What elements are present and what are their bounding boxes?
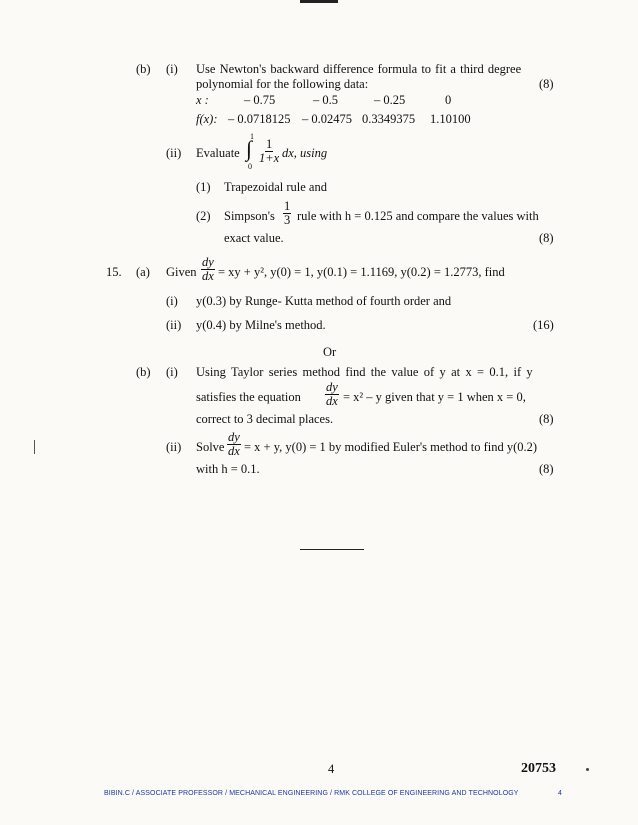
fx-value-1: – 0.0718125 — [228, 112, 291, 126]
method-2-line2: exact value. — [224, 231, 284, 245]
q15a-label: (a) — [136, 265, 150, 279]
q15b-i-label: (i) — [166, 365, 178, 379]
q15b-i-line2-post: = x² – y given that y = 1 when x = 0, — [343, 390, 526, 404]
one-third-fraction — [283, 200, 291, 226]
dydx-b2-den: dx — [228, 443, 240, 458]
q15b-ii-label: (ii) — [166, 440, 182, 454]
q15b-i-line2-pre: satisfies the equation — [196, 390, 301, 404]
x-value-4: 0 — [445, 93, 452, 107]
q15a-ii-text: y(0.4) by Milne's method. — [196, 318, 326, 332]
method-2-post: rule with h = 0.125 and compare the values with — [297, 209, 539, 223]
integrand-fraction — [258, 138, 280, 164]
q15a-ii-label: (ii) — [166, 318, 182, 332]
x-value-3: – 0.25 — [374, 93, 406, 107]
dydx-fraction-b2 — [227, 431, 241, 457]
scan-speck — [34, 440, 35, 454]
method-1-number: (1) — [196, 180, 211, 194]
q15a-i-text: y(0.3) by Runge- Kutta method of fourth order and — [196, 294, 452, 308]
method-2-number: (2) — [196, 209, 211, 223]
x-row-label: x : — [196, 93, 209, 107]
footer-page-number: 4 — [558, 790, 562, 797]
q15b-i-line3: correct to 3 decimal places. — [196, 412, 334, 426]
q15a-marks: (16) — [533, 318, 554, 332]
footer-credit: BIBIN.C / ASSOCIATE PROFESSOR / MECHANICAL ENGINEERING / RMK COLLEGE OF ENGINEERING AND TECHNOLOGY — [104, 790, 519, 797]
page-number: 4 — [328, 762, 335, 776]
q15b-ii-post: = x + y, y(0) = 1 by modified Euler's method to find y(0.2) — [244, 440, 538, 454]
dydx-fraction-a — [201, 256, 215, 282]
evaluate-word: Evaluate — [196, 146, 240, 160]
end-of-paper-rule — [300, 549, 364, 550]
fx-value-3: 0.3349375 — [362, 112, 416, 126]
integral-lower-limit: 0 — [248, 162, 252, 171]
dydx-a-num: dy — [202, 255, 214, 269]
or-separator: Or — [323, 345, 337, 359]
dydx-fraction-b1 — [325, 381, 339, 407]
solve-word: Solve — [196, 440, 225, 454]
q15a-i-label: (i) — [166, 294, 178, 308]
q14b-i-marks: (8) — [539, 77, 554, 91]
q14b-i-line1: Use Newton's backward difference formula to fit a third degree — [196, 62, 522, 76]
scan-speck — [586, 768, 589, 771]
q15b-ii-marks: (8) — [539, 462, 554, 476]
fx-value-4: 1.10100 — [430, 112, 471, 126]
q14b-i-line2: polynomial for the following data: — [196, 77, 369, 91]
dydx-b1-num: dy — [326, 380, 338, 394]
q15b-i-marks: (8) — [539, 412, 554, 426]
q14b-i-label: (i) — [166, 62, 178, 76]
dydx-b1-den: dx — [326, 393, 338, 408]
q14b-ii-label: (ii) — [166, 146, 182, 160]
fx-value-2: – 0.02475 — [302, 112, 352, 126]
one-third-numerator: 1 — [284, 199, 291, 213]
given-word: Given — [166, 265, 197, 279]
fx-row-label: f(x): — [196, 112, 218, 126]
q15a-equation: = xy + y², y(0) = 1, y(0.1) = 1.1169, y(0.2) = 1.2773, find — [218, 265, 505, 279]
method-2-pre: Simpson's — [224, 209, 275, 223]
one-third-denominator: 3 — [284, 212, 291, 227]
q15b-ii-line2: with h = 0.1. — [196, 462, 260, 476]
integral-upper-limit: 1 — [250, 132, 254, 141]
paper-code: 20753 — [521, 761, 556, 776]
integrand-denominator: 1+x — [259, 150, 280, 165]
integral-dx-using: dx, using — [282, 146, 328, 160]
q14b-ii-marks: (8) — [539, 231, 554, 245]
dydx-a-den: dx — [202, 268, 214, 283]
q15-number: 15. — [106, 265, 122, 279]
q14b-label: (b) — [136, 62, 151, 76]
top-binding-mark — [300, 0, 338, 3]
x-value-1: – 0.75 — [244, 93, 276, 107]
q15b-label: (b) — [136, 365, 151, 379]
method-1-text: Trapezoidal rule and — [224, 180, 327, 194]
integral-sign: ∫ — [246, 136, 253, 161]
x-value-2: – 0.5 — [313, 93, 338, 107]
integrand-numerator: 1 — [265, 137, 273, 151]
q15b-i-line1: Using Taylor series method find the value of y at x = 0.1, if y — [196, 365, 533, 379]
dydx-b2-num: dy — [228, 430, 240, 444]
